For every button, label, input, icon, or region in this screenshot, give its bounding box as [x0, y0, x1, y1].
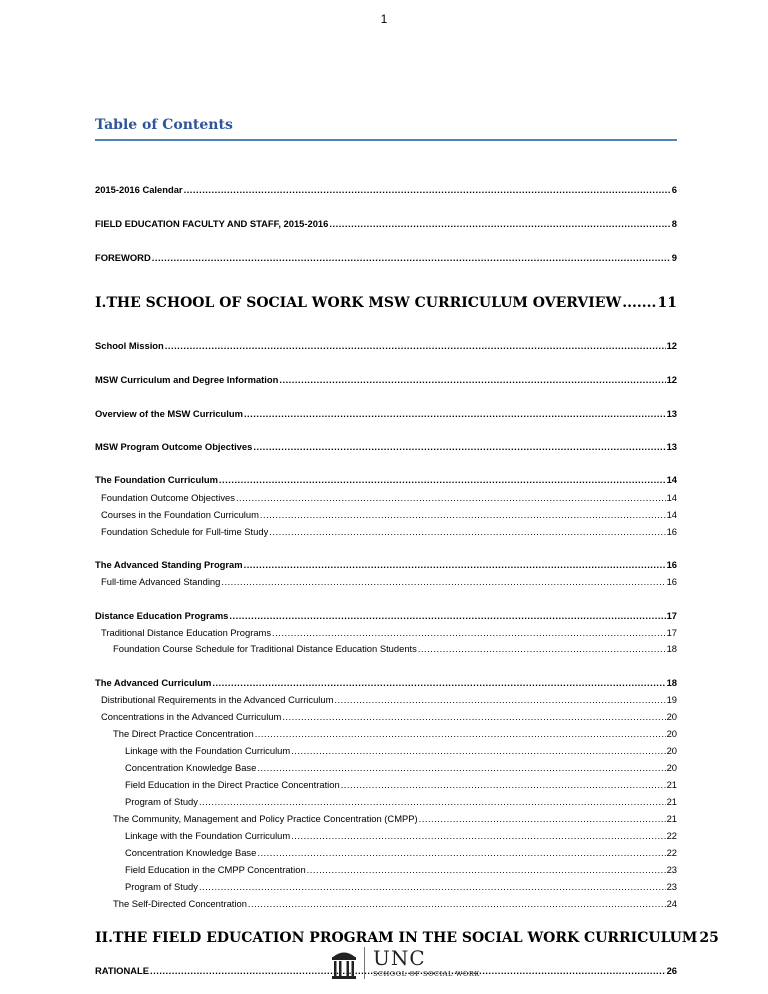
toc-leader-dots [236, 492, 666, 503]
toc-entry-page: 26 [666, 965, 677, 976]
toc-entry-page: 23 [666, 881, 677, 892]
toc-entry-page: 21 [666, 813, 677, 824]
toc-entry[interactable] [125, 881, 677, 892]
toc-entry-label: Linkage with the Foundation Curriculum [125, 745, 291, 756]
toc-entry-label: Distance Education Programs [95, 610, 229, 621]
toc-entry-page: 21 [666, 779, 677, 790]
toc-entry[interactable] [113, 813, 677, 824]
toc-entry-page: 16 [666, 559, 677, 570]
logo-school-text: SCHOOL OF SOCIAL WORK [373, 970, 480, 978]
toc-entry-page: 8 [671, 218, 677, 229]
logo-text [373, 948, 480, 978]
toc-part-heading[interactable] [95, 295, 677, 311]
toc-entry-label: The Self-Directed Concentration [113, 898, 247, 909]
toc-entry-label: The Advanced Standing Program [95, 559, 243, 570]
toc-leader-dots [418, 643, 666, 654]
toc-leader-dots [219, 474, 666, 485]
toc-entry[interactable] [95, 559, 677, 570]
logo-unc-text: UNC [373, 946, 426, 970]
toc-entry[interactable] [125, 745, 677, 756]
toc-entry-label: Concentration Knowledge Base [125, 847, 257, 858]
toc-entry-page: 9 [671, 252, 677, 263]
toc-leader-dots [212, 677, 665, 688]
toc-entry[interactable] [95, 408, 677, 419]
toc-entry-label: School Mission [95, 340, 164, 351]
toc-entry[interactable] [95, 441, 677, 452]
toc-entry[interactable] [101, 576, 677, 587]
toc-entry[interactable] [101, 694, 677, 705]
toc-leader-dots [307, 864, 666, 875]
toc-entry-label: The Direct Practice Concentration [113, 728, 254, 739]
toc-entry-label: THE SCHOOL OF SOCIAL WORK MSW CURRICULUM OVERVIEW [106, 295, 622, 311]
toc-entry-page: 19 [666, 694, 677, 705]
toc-entry-page: 20 [666, 711, 677, 722]
toc-entry-label: MSW Curriculum and Degree Information [95, 374, 279, 385]
unc-school-logo [330, 946, 480, 980]
toc-entry-label: Courses in the Foundation Curriculum [101, 509, 259, 520]
toc-part-number: I. [95, 295, 107, 311]
toc-entry-page: 18 [666, 643, 677, 654]
toc-leader-dots [253, 441, 665, 452]
old-well-icon [330, 946, 358, 980]
toc-entry-page: 12 [666, 340, 677, 351]
toc-leader-dots [291, 830, 665, 841]
toc-entry-label: Foundation Course Schedule for Traditional Distance Education Students [113, 643, 417, 654]
toc-entry[interactable] [125, 830, 677, 841]
toc-entry[interactable] [95, 252, 677, 263]
toc-entry[interactable] [101, 627, 677, 638]
toc-entry-label: The Advanced Curriculum [95, 677, 212, 688]
toc-entry-page: 12 [666, 374, 677, 385]
toc-entry-label: Program of Study [125, 881, 198, 892]
toc-leader-dots [622, 295, 656, 311]
page-number: 1 [380, 12, 388, 26]
toc-entry-page: 22 [666, 847, 677, 858]
toc-entry[interactable] [95, 184, 677, 195]
toc-entry-page: 13 [666, 408, 677, 419]
toc-entry[interactable] [95, 474, 677, 485]
toc-entry-label: FOREWORD [95, 252, 151, 263]
toc-entry[interactable] [95, 677, 677, 688]
toc-entry-label: Concentration Knowledge Base [125, 762, 257, 773]
toc-entry-page: 25 [699, 930, 719, 946]
toc-leader-dots [272, 627, 666, 638]
toc-entry[interactable] [101, 526, 677, 537]
toc-leader-dots [244, 559, 666, 570]
toc-part-heading[interactable] [95, 930, 719, 946]
logo-divider [364, 947, 365, 979]
toc-entry-label: Traditional Distance Education Programs [101, 627, 272, 638]
toc-entry-page: 14 [666, 509, 677, 520]
toc-entry-label: MSW Program Outcome Objectives [95, 441, 253, 452]
toc-entry-page: 13 [666, 441, 677, 452]
toc-entry[interactable] [95, 218, 677, 229]
toc-leader-dots [334, 694, 665, 705]
toc-entry[interactable] [125, 779, 677, 790]
toc-leader-dots [419, 813, 666, 824]
toc-entry-page: 14 [666, 492, 677, 503]
toc-entry-label: RATIONALE [95, 965, 149, 976]
toc-entry-page: 16 [666, 576, 677, 587]
toc-entry-label: FIELD EDUCATION FACULTY AND STAFF, 2015-2016 [95, 218, 329, 229]
toc-entry-label: THE FIELD EDUCATION PROGRAM IN THE SOCIAL WORK CURRICULUM [112, 930, 698, 946]
toc-entry-page: 17 [666, 610, 677, 621]
toc-entry-page: 24 [666, 898, 677, 909]
toc-leader-dots [199, 796, 666, 807]
toc-entry[interactable] [95, 340, 677, 351]
toc-entry-page: 20 [666, 745, 677, 756]
toc-leader-dots [244, 408, 666, 419]
toc-entry-page: 20 [666, 762, 677, 773]
toc-entry-label: Overview of the MSW Curriculum [95, 408, 243, 419]
toc-entry-label: Linkage with the Foundation Curriculum [125, 830, 291, 841]
toc-part-number: II. [95, 930, 113, 946]
toc-entry-page: 21 [666, 796, 677, 807]
toc-leader-dots [291, 745, 665, 756]
toc-entry-page: 14 [666, 474, 677, 485]
toc-entry[interactable] [113, 643, 677, 654]
toc-entry-page: 18 [666, 677, 677, 688]
toc-title-rule [95, 139, 677, 141]
toc-entry-page: 11 [657, 295, 677, 311]
toc-leader-dots [152, 252, 671, 263]
toc-entry[interactable] [101, 711, 677, 722]
toc-entry-label: The Community, Management and Policy Practice Concentration (CMPP) [113, 813, 418, 824]
toc-leader-dots [165, 340, 666, 351]
toc-leader-dots [257, 762, 665, 773]
toc-entry[interactable] [125, 847, 677, 858]
toc-leader-dots [329, 218, 670, 229]
toc-entry-page: 20 [666, 728, 677, 739]
toc-entry[interactable] [101, 492, 677, 503]
toc-entry-label: Field Education in the Direct Practice Concentration [125, 779, 340, 790]
toc-leader-dots [279, 374, 665, 385]
toc-entry[interactable] [113, 898, 677, 909]
toc-entry-label: Field Education in the CMPP Concentration [125, 864, 306, 875]
toc-entry-label: Foundation Outcome Objectives [101, 492, 235, 503]
toc-entry[interactable] [101, 509, 677, 520]
toc-entry-page: 16 [666, 526, 677, 537]
toc-entry-page: 23 [666, 864, 677, 875]
toc-entry[interactable] [95, 610, 677, 621]
toc-entry-label: Concentrations in the Advanced Curriculum [101, 711, 282, 722]
toc-entry[interactable] [113, 728, 677, 739]
toc-leader-dots [248, 898, 666, 909]
toc-leader-dots [341, 779, 666, 790]
toc-entry-page: 6 [671, 184, 677, 195]
toc-leader-dots [221, 576, 665, 587]
toc-leader-dots [282, 711, 665, 722]
toc-entry[interactable] [95, 374, 677, 385]
toc-leader-dots [229, 610, 665, 621]
toc-entry-page: 22 [666, 830, 677, 841]
toc-leader-dots [199, 881, 666, 892]
toc-leader-dots [184, 184, 671, 195]
toc-entry-label: The Foundation Curriculum [95, 474, 218, 485]
toc-entry[interactable] [125, 796, 677, 807]
toc-leader-dots [269, 526, 665, 537]
toc-leader-dots [260, 509, 666, 520]
toc-entry-label: Distributional Requirements in the Advanced Curriculum [101, 694, 334, 705]
toc-entry-label: 2015-2016 Calendar [95, 184, 183, 195]
toc-entry-label: Program of Study [125, 796, 198, 807]
toc-entry-label: Foundation Schedule for Full-time Study [101, 526, 269, 537]
toc-leader-dots [257, 847, 665, 858]
toc-leader-dots [255, 728, 666, 739]
toc-title: Table of Contents [95, 117, 233, 133]
toc-entry[interactable] [125, 864, 677, 875]
toc-entry[interactable] [125, 762, 677, 773]
toc-entry-page: 17 [666, 627, 677, 638]
toc-entry-label: Full-time Advanced Standing [101, 576, 221, 587]
